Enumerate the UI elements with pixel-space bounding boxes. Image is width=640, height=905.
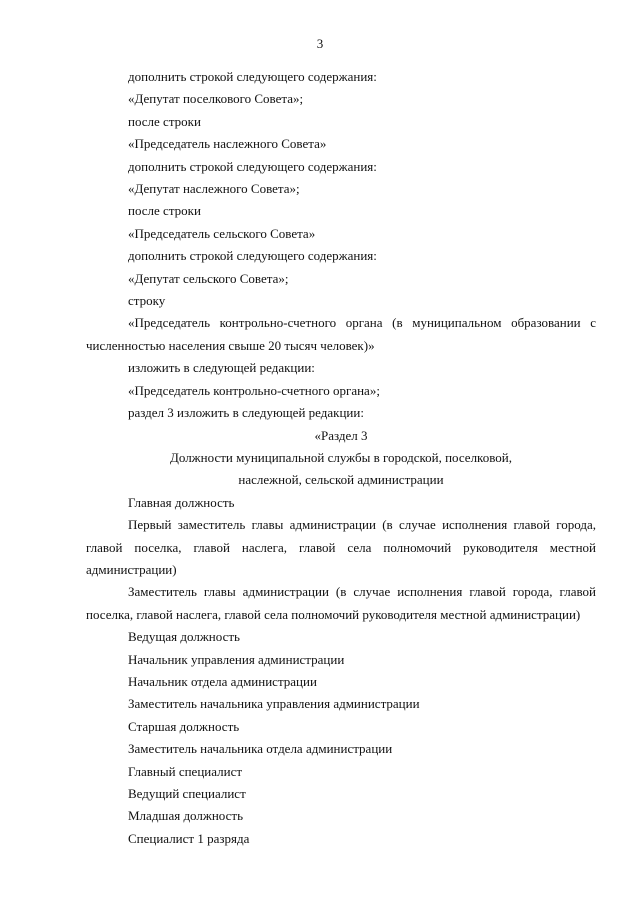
position-item: Заместитель начальника отдела администрации	[128, 741, 393, 757]
text-line: «Председатель наслежного Совета»	[128, 136, 327, 152]
text-line: «Председатель контрольно-счетного органа»;	[128, 382, 380, 398]
section-heading: «Раздел 3	[314, 427, 368, 443]
section-title-line-2: наслежной, сельской администрации	[238, 472, 444, 488]
position-item: Ведущий специалист	[128, 786, 246, 801]
text-line: раздел 3 изложить в следующей редакции:	[128, 405, 364, 421]
position-item: Начальник управления администрации	[128, 651, 345, 667]
paragraph-first-deputy: Первый заместитель главы администрации (в случае исполнения главой города, главой поселка, главой наслега, главой села полномочий руководителя местной администрации)	[86, 517, 596, 577]
position-item: Главный специалист	[128, 763, 243, 779]
text-line: «Депутат наслежного Совета»;	[128, 181, 300, 197]
category-junior: Младшая должность	[128, 808, 244, 824]
text-line: «Председатель сельского Совета»	[128, 225, 316, 241]
category-senior: Старшая должность	[128, 718, 240, 734]
text-line: изложить в следующей редакции:	[128, 360, 315, 376]
section-title-line-1: Должности муниципальной службы в городской, поселковой,	[170, 449, 512, 465]
paragraph-chairman-control-body: «Председатель контрольно-счетного органа (в муниципальном образовании с численностью населения свыше 20 тысяч человек)»	[86, 315, 596, 353]
text-line: после строки	[128, 203, 201, 219]
category-main: Главная должность	[128, 494, 235, 510]
text-line: дополнить строкой следующего содержания:	[128, 69, 377, 84]
category-leading: Ведущая должность	[128, 629, 240, 645]
page-number: 3	[316, 36, 324, 51]
text-line: «Депутат поселкового Совета»;	[128, 91, 304, 107]
paragraph-deputy: Заместитель главы администрации (в случае исполнения главой города, главой поселка, главой наслега, главой села полномочий руководителя местной администрации)	[86, 584, 596, 622]
position-item: Начальник отдела администрации	[128, 673, 317, 689]
text-line: после строки	[128, 113, 201, 129]
text-line: строку	[128, 293, 166, 309]
text-line: дополнить строкой следующего содержания:	[128, 248, 377, 264]
text-line: «Депутат сельского Совета»;	[128, 270, 289, 286]
text-line: дополнить строкой следующего содержания:	[128, 158, 377, 174]
position-item: Заместитель начальника управления администрации	[128, 696, 420, 712]
document-body	[86, 66, 596, 850]
position-item: Специалист 1 разряда	[128, 830, 250, 846]
